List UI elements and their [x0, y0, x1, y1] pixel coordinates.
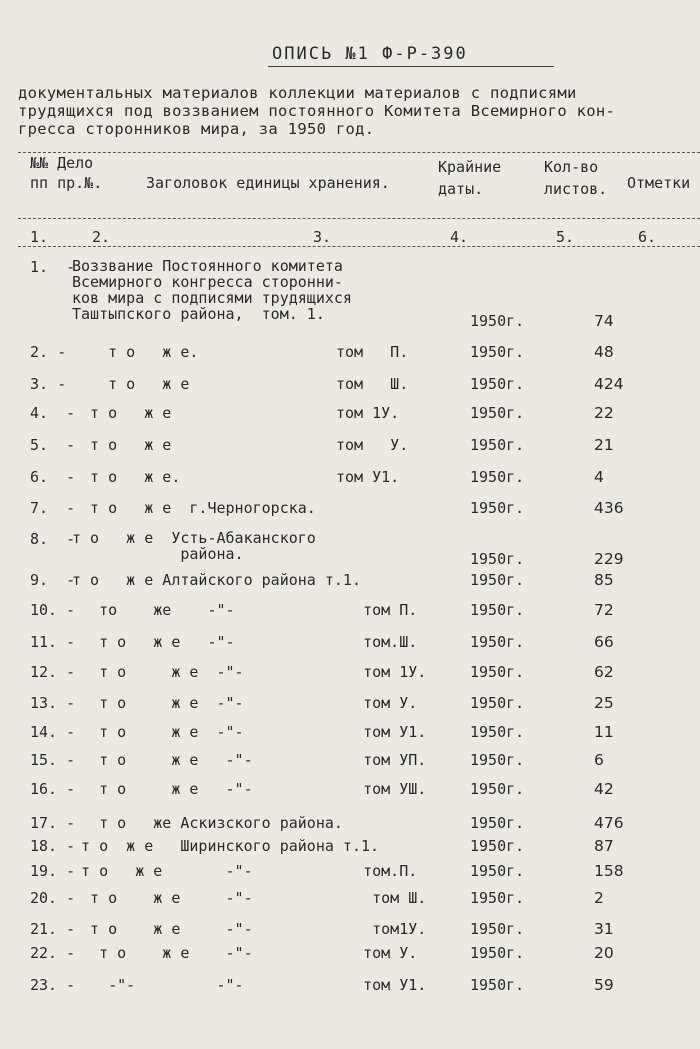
row-volume: том Ш.	[336, 889, 427, 907]
row-date: 1950г.	[470, 944, 525, 962]
row-title: т о ж е -"-	[72, 944, 253, 962]
row-sheet-count: 74	[594, 312, 614, 330]
row-sheet-count: 87	[594, 837, 614, 855]
table-row	[0, 468, 700, 492]
header-bottom-rule	[18, 246, 700, 247]
row-volume: том П.	[336, 601, 418, 619]
table-row	[0, 814, 700, 838]
row-sheet-count: 31	[594, 920, 614, 938]
table-row	[0, 436, 700, 460]
row-number: 1. -	[30, 258, 76, 276]
document-title: ОПИСЬ №1 Ф-Р-390	[272, 44, 468, 64]
row-date: 1950г.	[470, 663, 525, 681]
header-top-rule	[18, 152, 700, 153]
row-number: 10. -	[30, 601, 76, 619]
row-sheet-count: 476	[594, 814, 624, 832]
table-row	[0, 780, 700, 804]
table-row	[0, 663, 700, 687]
header-dates-line2: даты.	[438, 180, 484, 198]
row-title: т о же Аскизского района.	[72, 814, 343, 832]
row-sheet-count: 436	[594, 499, 624, 517]
row-date: 1950г.	[470, 780, 525, 798]
description-line-2: трудящихся под воззванием постоянного Комитета Всемирного кон-	[18, 102, 616, 120]
header-notes: Отметки	[627, 174, 691, 192]
row-title: т о ж е -"-	[72, 780, 253, 798]
row-title: т о ж е -"-	[72, 663, 244, 681]
row-date: 1950г.	[470, 976, 525, 994]
description-line-1: документальных материалов коллекции материалов с подписями	[18, 84, 577, 102]
row-number: 17. -	[30, 814, 76, 832]
row-sheet-count: 20	[594, 944, 614, 962]
row-number: 8. -	[30, 530, 76, 548]
column-number-1: 1.	[30, 228, 49, 246]
row-date: 1950г.	[470, 375, 525, 393]
table-row	[0, 889, 700, 913]
row-title: Воззвание Постоянного комитета Всемирного конгресса сторонни- ков мира с подписями трудящихся Таштыпского района, том. 1.	[72, 257, 352, 323]
row-volume: том У1.	[336, 468, 400, 486]
table-row	[0, 944, 700, 968]
row-title: т о ж е -"-	[72, 862, 253, 880]
table-row	[0, 694, 700, 718]
row-date: 1950г.	[470, 436, 525, 454]
row-title: -"- -"-	[72, 976, 244, 994]
header-nn-line2: пп пр.№.	[30, 174, 103, 192]
row-number: 6. -	[30, 468, 76, 486]
row-title: т о ж е Усть-Абаканского района.	[72, 529, 316, 563]
row-number: 3. -	[30, 375, 67, 393]
row-sheet-count: 11	[594, 723, 614, 741]
row-number: 22. -	[30, 944, 76, 962]
row-date: 1950г.	[470, 814, 525, 832]
row-title: т о ж е	[72, 375, 190, 393]
row-date: 1950г.	[470, 920, 525, 938]
row-date: 1950г.	[470, 601, 525, 619]
row-sheet-count: 424	[594, 375, 624, 393]
row-date: 1950г.	[470, 694, 525, 712]
row-sheet-count: 2	[594, 889, 604, 907]
row-number: 19. -	[30, 862, 76, 880]
row-number: 11. -	[30, 633, 76, 651]
description-line-3: гресса сторонников мира, за 1950 год.	[18, 120, 375, 138]
column-number-6: 6.	[638, 228, 657, 246]
row-title: то же -"-	[72, 601, 235, 619]
row-sheet-count: 62	[594, 663, 614, 681]
row-volume: том.П.	[336, 862, 418, 880]
row-title: т о ж е -"-	[72, 723, 244, 741]
table-row	[0, 862, 700, 886]
table-row	[0, 601, 700, 625]
row-title: т о ж е	[72, 404, 172, 422]
row-sheet-count: 21	[594, 436, 614, 454]
table-row	[0, 976, 700, 1000]
row-sheet-count: 42	[594, 780, 614, 798]
table-row	[0, 404, 700, 428]
row-date: 1950г.	[470, 312, 525, 330]
table-row	[0, 529, 700, 568]
row-title: т о ж е Ширинского района т.1.	[72, 837, 380, 855]
row-number: 4. -	[30, 404, 76, 422]
row-sheet-count: 25	[594, 694, 614, 712]
row-date: 1950г.	[470, 571, 525, 589]
row-number: 23. -	[30, 976, 76, 994]
row-date: 1950г.	[470, 751, 525, 769]
row-title: т о ж е -"-	[72, 889, 253, 907]
column-number-3: 3.	[313, 228, 332, 246]
row-date: 1950г.	[470, 499, 525, 517]
title-underline	[268, 66, 554, 67]
row-date: 1950г.	[470, 633, 525, 651]
row-date: 1950г.	[470, 550, 525, 568]
row-date: 1950г.	[470, 837, 525, 855]
row-volume: том1У.	[336, 920, 427, 938]
row-sheet-count: 229	[594, 550, 624, 568]
row-number: 21. -	[30, 920, 76, 938]
row-volume: том У.	[336, 436, 409, 454]
row-volume: том 1У.	[336, 663, 427, 681]
row-date: 1950г.	[470, 404, 525, 422]
row-number: 7. -	[30, 499, 76, 517]
header-mid-rule	[18, 218, 700, 219]
row-title: т о ж е -"-	[72, 920, 253, 938]
row-sheet-count: 59	[594, 976, 614, 994]
row-number: 20. -	[30, 889, 76, 907]
row-volume: том УШ.	[336, 780, 427, 798]
row-number: 2. -	[30, 343, 67, 361]
row-title: т о ж е.	[72, 468, 181, 486]
row-volume: том У.	[336, 944, 418, 962]
column-number-2: 2.	[92, 228, 111, 246]
row-title: т о ж е.	[72, 343, 199, 361]
row-title: т о ж е -"-	[72, 751, 253, 769]
row-number: 5. -	[30, 436, 76, 454]
table-row	[0, 751, 700, 775]
row-title: т о ж е	[72, 436, 172, 454]
table-row	[0, 837, 700, 861]
row-sheet-count: 22	[594, 404, 614, 422]
row-date: 1950г.	[470, 343, 525, 361]
row-date: 1950г.	[470, 862, 525, 880]
header-dates-line1: Крайние	[438, 158, 502, 176]
row-number: 16. -	[30, 780, 76, 798]
row-number: 12. -	[30, 663, 76, 681]
row-title: т о ж е -"-	[72, 694, 244, 712]
header-sheets-line2: листов.	[544, 180, 608, 198]
row-title: т о ж е Алтайского района т.1.	[72, 571, 361, 589]
row-volume: том У.	[336, 694, 418, 712]
header-sheets-line1: Кол-во	[544, 158, 599, 176]
row-title: т о ж е г.Черногорска.	[72, 499, 316, 517]
row-sheet-count: 48	[594, 343, 614, 361]
row-volume: том П.	[336, 343, 409, 361]
row-sheet-count: 85	[594, 571, 614, 589]
header-title: Заголовок единицы хранения.	[146, 174, 390, 192]
row-number: 13. -	[30, 694, 76, 712]
column-number-4: 4.	[450, 228, 469, 246]
row-sheet-count: 6	[594, 751, 604, 769]
row-number: 14. -	[30, 723, 76, 741]
row-sheet-count: 72	[594, 601, 614, 619]
header-nn-line1: №№ Дело	[30, 154, 94, 172]
table-row	[0, 633, 700, 657]
table-row	[0, 499, 700, 523]
row-volume: том 1У.	[336, 404, 400, 422]
row-sheet-count: 4	[594, 468, 604, 486]
row-date: 1950г.	[470, 889, 525, 907]
row-number: 9. -	[30, 571, 76, 589]
row-volume: том.Ш.	[336, 633, 418, 651]
row-date: 1950г.	[470, 468, 525, 486]
table-row	[0, 343, 700, 367]
row-title: т о ж е -"-	[72, 633, 235, 651]
row-volume: том У1.	[336, 976, 427, 994]
row-date: 1950г.	[470, 723, 525, 741]
row-volume: том УП.	[336, 751, 427, 769]
table-row	[0, 571, 700, 595]
row-number: 18. -	[30, 837, 76, 855]
table-row	[0, 257, 700, 330]
row-sheet-count: 66	[594, 633, 614, 651]
column-number-5: 5.	[556, 228, 575, 246]
table-row	[0, 375, 700, 399]
table-row	[0, 723, 700, 747]
table-row	[0, 920, 700, 944]
row-sheet-count: 158	[594, 862, 624, 880]
row-volume: том Ш.	[336, 375, 409, 393]
row-number: 15. -	[30, 751, 76, 769]
row-volume: том У1.	[336, 723, 427, 741]
